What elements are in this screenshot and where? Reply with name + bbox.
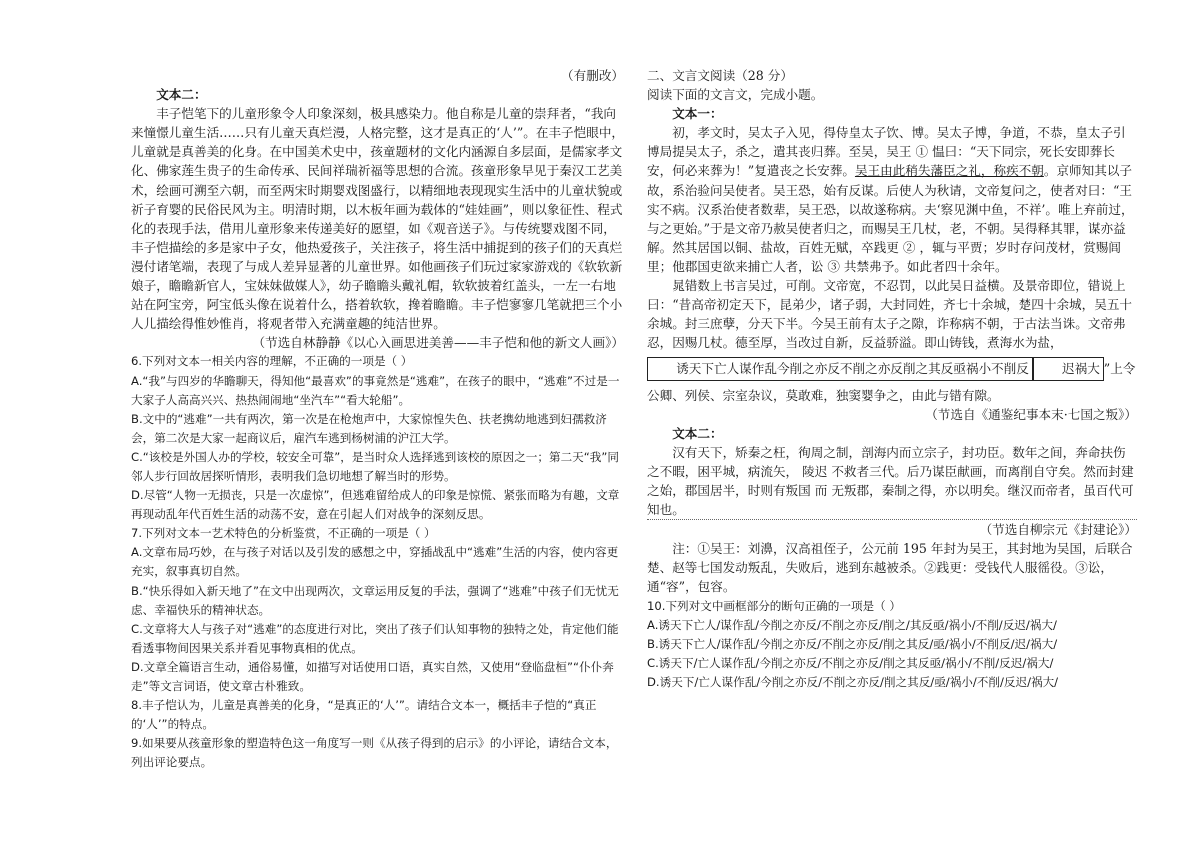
para2-part-b: ”上令公卿、列侯、宗室杂议，莫敢难，独窦婴争之，由此与错有隙。 [647,361,1136,403]
edit-note: （有删改） [561,68,624,83]
text1-paragraph-2 [647,276,1137,405]
q7-option-b: B.“快乐得如入新天地了”在文中出现两次，文章运用反复的手法，强调了“逃难”中孩子们无忧无虑、幸福快乐的精神状态。 [131,583,619,617]
boxed-sentence-end: 迟祸大 [1033,357,1104,380]
text2-source-right: （节选自柳宗元《封建论》） [979,522,1137,538]
q6-stem: 6.下列对文本一相关内容的理解，不正确的一项是（ ） [131,354,413,369]
section-title: 二、文言文阅读（28 分） [647,68,793,83]
boxed-sentence: 诱天下亡人谋作乱今削之亦反不削之亦反削之其反亟祸小不削反 [647,357,1033,380]
q6-option-d: D.尽管“人物一无损丧，只是一次虚惊”，但逃难留给成人的印象是惊慌、紧张而略为有趣，文章再现动乱年代百姓生活的动荡不安，意在引起人们对战争的深刻反思。 [131,488,620,522]
para2-part-a: 晁错数上书言吴过，可削。文帝宽，不忍罚，以此吴日益横。及景帝即位，错说上曰：“昔高帝初定天下，昆弟少，诸子弱，大封同姓，齐七十余城，楚四十余城，吴五十余城。封三庶孽，分天下半。今吴王前有太子之隙，诈称病不朝，于古法当诛。文帝弗忍，因赐几杖。德至厚，当改过自新，反益骄溢。即山铸钱，煮海水为盐， [647,278,1133,351]
text1-paragraph-1 [647,123,1137,276]
q6-option-c: C.“该校是外国人办的学校，较安全可靠”，是当时众人选择逃到该校的原因之一；第二天“我”同邻人步行回故居探听情形，表明我们急切地想了解当时的形势。 [131,449,619,483]
text1-heading: 文本一： [672,106,723,122]
q7-option-a: A.文章布局巧妙，在与孩子对话以及引发的感想之中，穿插战乱中“逃难”生活的内容，使内容更充实，叙事真切自然。 [131,545,619,579]
left-column [131,66,624,772]
notes: 注：①吴王：刘濞，汉高祖侄子，公元前 195 年封为吴王，其封地为吴国，后联合楚、赵等七国发动叛乱，失败后，逃到东越被杀。②践更：受钱代人服徭役。③讼，通“容”，包容。 [647,541,1133,595]
text2-source: （节选自林静静《以心入画思进美善——丰子恺和他的新文人画》） [252,335,624,351]
text1-source: （节选自《通鉴纪事本末·七国之叛》） [925,406,1137,422]
para1-part-b: 。京师知其以子故，系治验问吴使者。吴王恐，始有反谋。后使人为秋请，文帝复问之，使者对曰：“王实不病。汉系治使者数辈，吴王恐，以故遂称病。夫‘察见渊中鱼，不祥’。唯上弃前过，与之更始。”于是文帝乃赦吴使者归之，而赐吴王几杖，老，不朝。吴得释其罪，谋亦益解。然其居国以铜、盐故，百姓无赋，卒践更 ② ，辄与平贾；岁时存问茂材，赏赐闾里；他郡国吏欲来捕亡人者，讼 ③ 共禁弗予。如此者四十余年。 [647,163,1134,274]
para1-part-a: 初，孝文时，吴太子入见，得侍皇太子饮、博。吴太子博，争道，不恭，皇太子引博局提吴太子，杀之，遣其丧归葬。至吴，吴王 ① 愠曰：“天下同宗，死长安即葬长安，何必来葬为！”复遣丧之长安葬。 [647,125,1126,179]
q10-option-b: B.诱天下亡人/谋作乱/今削之亦反/不削之亦反/削之其反/亟/祸小/不削反/迟/祸大/ [647,636,1058,651]
question-7 [131,524,624,696]
para1-underlined-sentence: 吴王由此稍失藩臣之礼，称疾不朝 [854,163,1044,179]
q10-option-c: C.诱天下/亡人谋作乱/今削之亦反/不削之亦反/削之其反亟/祸小/不削/反迟/祸大/ [647,655,1054,670]
q10-stem: 10.下列对文中画框部分的断句正确的一项是（ ） [647,598,901,613]
q6-option-b: B.文中的“逃难”一共有两次，第一次是在枪炮声中，大家惊惶失色、扶老携幼地逃到妇孺救济会，第二次是大家一起商议后，雇汽车逃到杨树浦的沪江大学。 [131,411,607,445]
q7-option-c: C.文章将大人与孩子对“逃难”的态度进行对比，突出了孩子们认知事物的独特之处，肯定他们能看透事物间因果关系并看见事物真相的优点。 [131,621,619,655]
q6-option-a: A.“我”与四岁的华瞻聊天，得知他“最喜欢”的事竟然是“逃难”，在孩子的眼中，“逃难”不过是一大家子人高高兴兴、热热闹闹地“坐汽车”“看大轮船”。 [131,373,620,407]
text2-heading: 文本二： [156,87,207,103]
right-column [647,66,1137,692]
q7-option-d: D.文章全篇语言生动，通俗易懂，如描写对话使用口语，真实自然，又使用“登临盘桓”“仆仆奔走”等文言词语，使文章古朴雅致。 [131,659,614,693]
instruction: 阅读下面的文言文，完成小题。 [647,87,824,103]
q10-option-a: A.诱天下亡人/谋作乱/今削之亦反/不削之亦反/削之/其反亟/祸小/不削/反迟/祸大/ [647,617,1057,632]
text2-heading-right: 文本二： [672,425,723,441]
question-6 [131,352,624,524]
text2-paragraph-right: 汉有天下，矫秦之枉，徇周之制，剖海内而立宗子，封功臣。数年之间，奔命扶伤之不暇，困平城，病流矢， 陵迟 不救者三代。后乃谋臣献画，而离削自守矣。然而封建之始，郡国居半，时则有叛国 而 无叛郡，秦制之得，亦以明矣。继汉而帝者，虽百代可知也。 [647,443,1137,520]
q10-option-d: D.诱天下/亡人谋作乱/今削之亦反/不削之亦反/削之其反/亟/祸小/不削/反迟/祸大/ [647,674,1059,689]
question-8: 8.丰子恺认为，儿童是真善美的化身，“是真正的‘人’”。请结合文本一，概括丰子恺的“真正的‘人’”的特点。 [131,698,597,732]
text2-paragraph: 丰子恺笔下的儿童形象令人印象深刻，极具感染力。他自称是儿童的崇拜者，“我向来憧憬儿童生活……只有儿童天真烂漫，人格完整，这才是真正的‘人’”。在丰子恺眼中，儿童就是真善美的化身。在中国美术史中，孩童题材的文化内涵源自多层面，是儒家孝文化、佛家莲生贵子的生命传承、民间祥瑞祈福等思想的合流。孩童形象早见于秦汉工艺美术，绘画可溯至六朝，而至两宋时期婴戏图盛行，以精细地表现现实生活中的儿童状貌或祈子育婴的民俗民风为主。明清时期，以木板年画为载体的“娃娃画”，则以象征性、程式化的表现手法，借用儿童形象来传递美好的愿望，如《观音送子》。与传统婴戏图不同，丰子恺描绘的多是家中子女，他热爱孩子，关注孩子，将生活中捕捉到的孩子们的天真烂漫付诸笔端，表现了与成人差异显著的儿童世界。如他画孩子们玩过家家游戏的《软软新娘子，瞻瞻新官人，宝妹妹做媒人》，幼子瞻瞻头戴礼帽，软软披着红盖头，一左一右地站在阿宝旁，阿宝低头像在说着什么，搭着软软，搀着瞻瞻。丰子恺寥寥几笔就把三个小人儿描绘得惟妙惟肖，将观者带入充满童趣的纯洁世界。 [131,106,625,332]
q7-stem: 7.下列对文本一艺术特色的分析鉴赏，不正确的一项是（ ） [131,526,436,541]
question-9: 9.如果要从孩童形象的塑造特色这一角度写一则《从孩子得到的启示》的小评论，请结合文本，列出评论要点。 [131,736,618,770]
question-10 [647,597,1137,692]
